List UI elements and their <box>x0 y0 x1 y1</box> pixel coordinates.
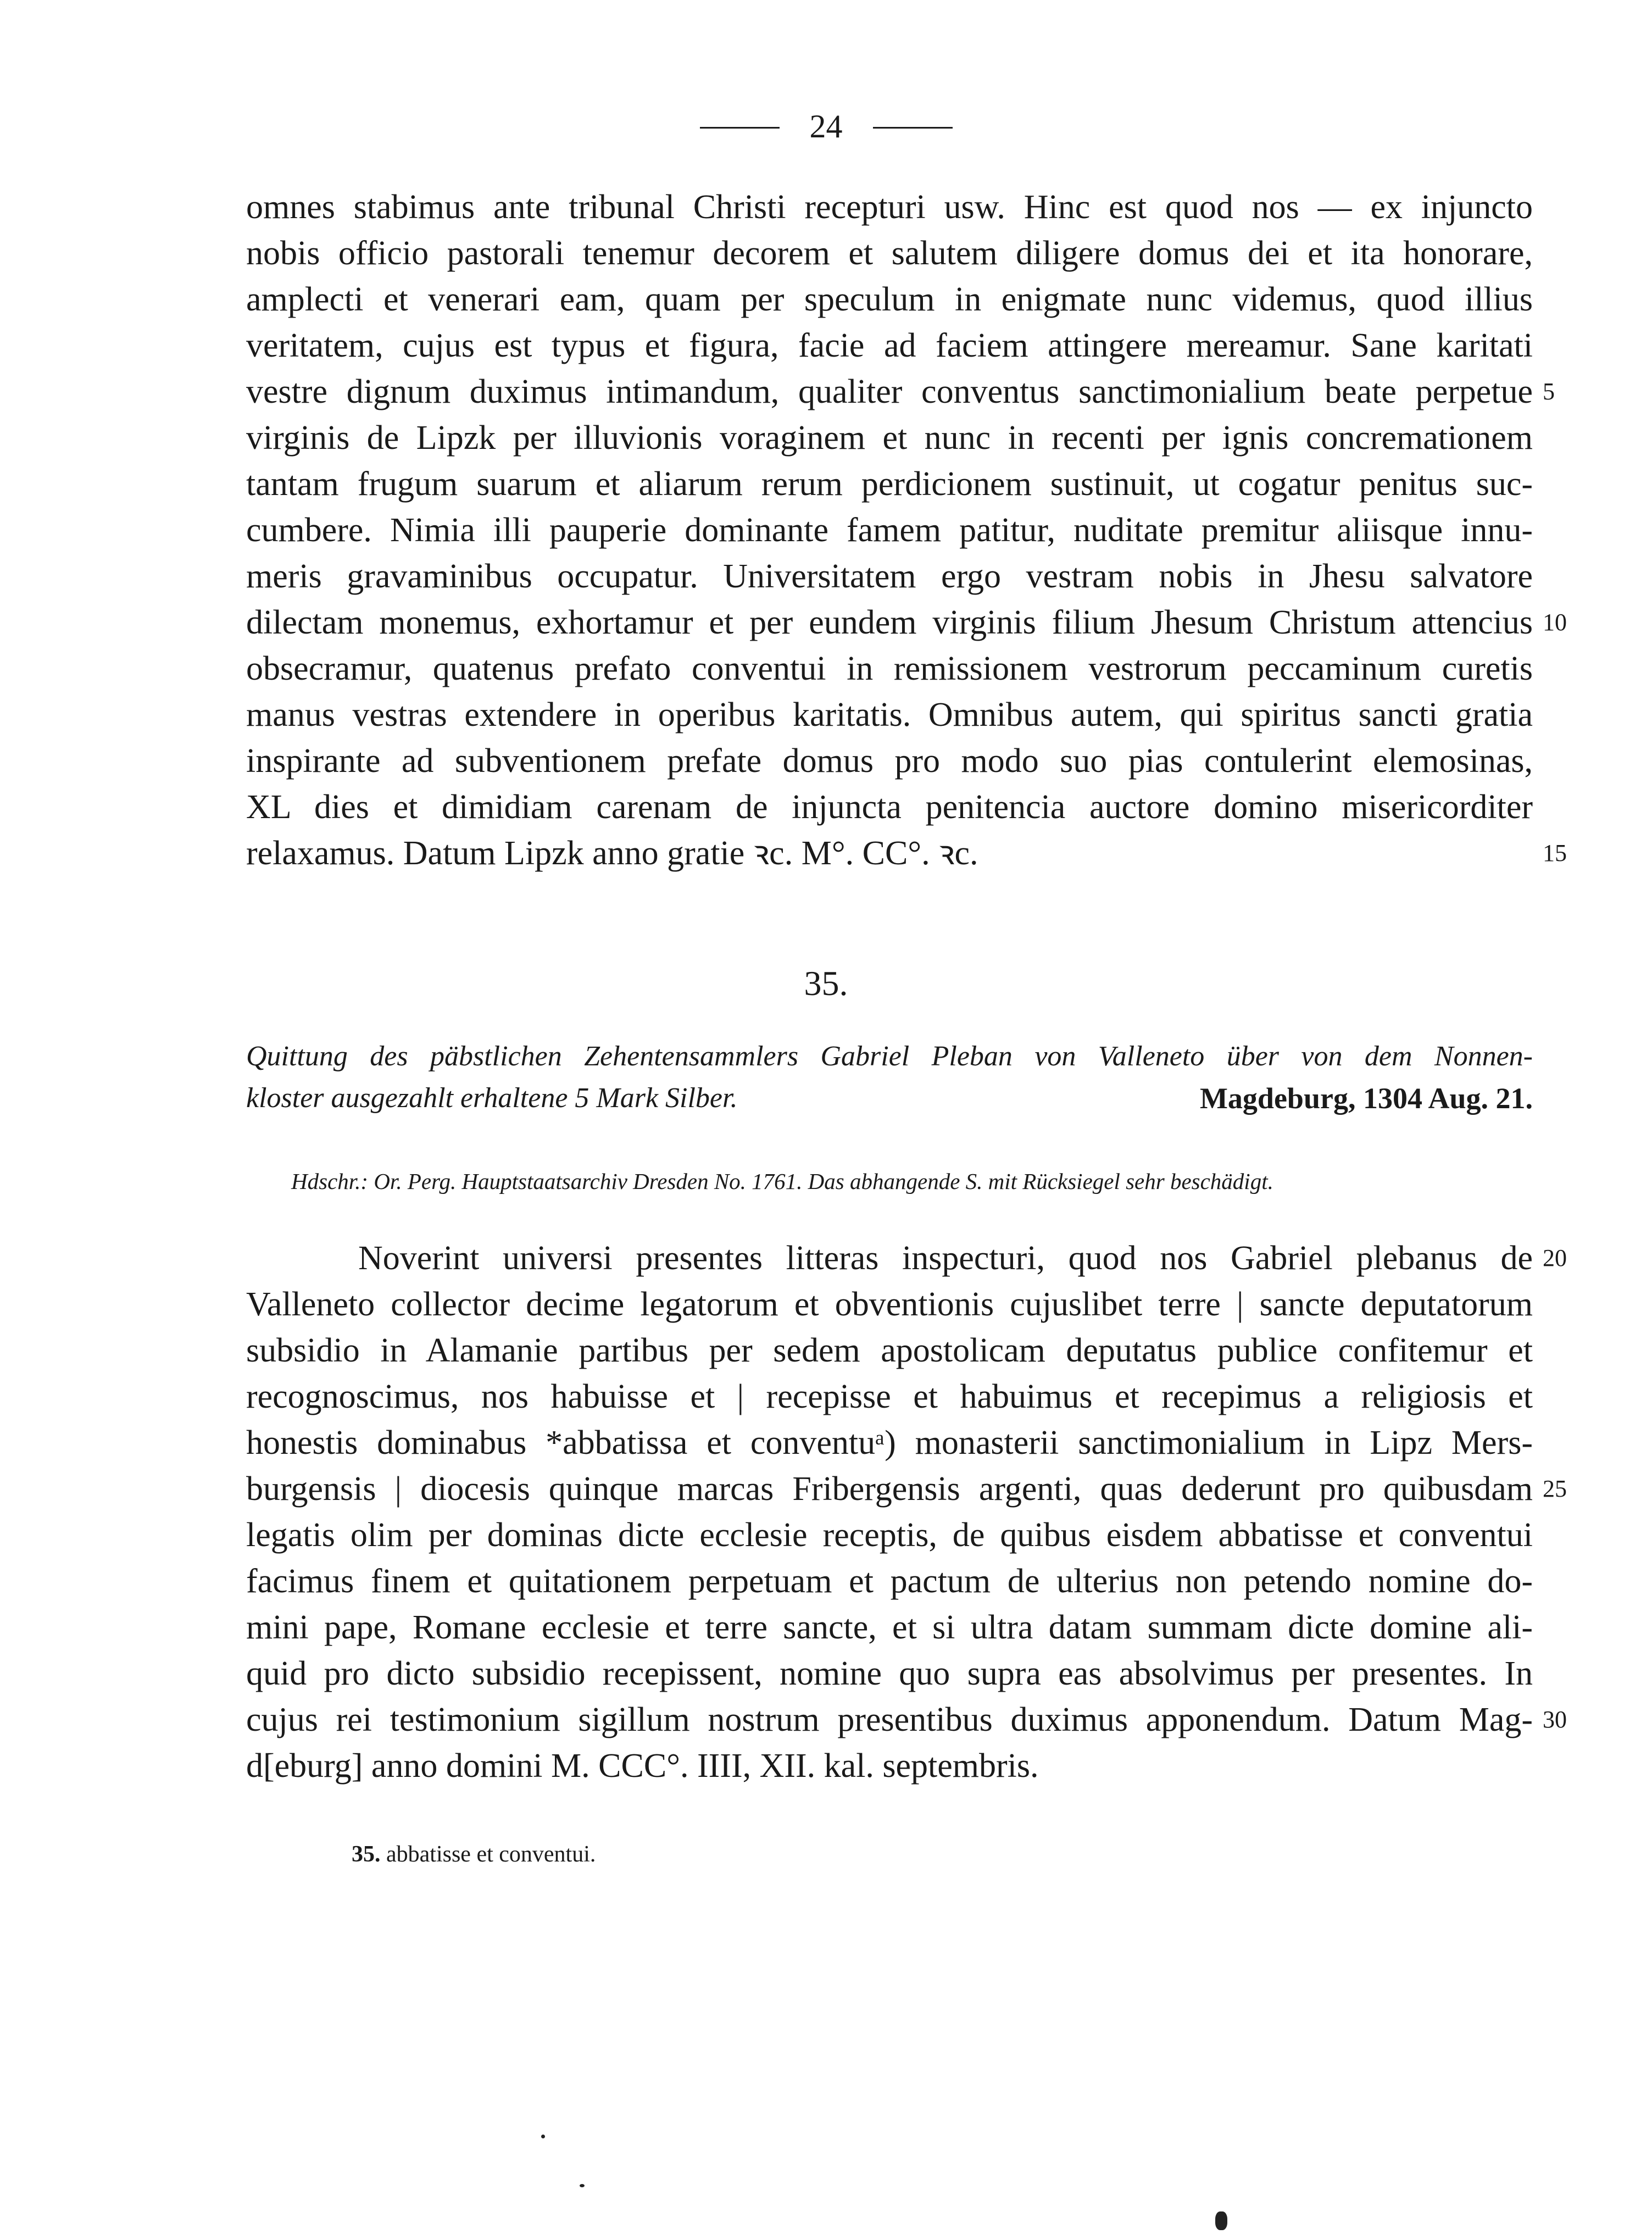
header-rule-right <box>873 127 953 129</box>
line-number: 15 <box>1543 840 1567 866</box>
text-line: meris gravaminibus occupatur. Universitatem ergo vestram nobis in Jhesu salvatore <box>246 558 1533 595</box>
text-line: subsidio in Alamanie partibus per sedem apostolicam deputatus publice confitemur et <box>246 1332 1533 1369</box>
text-line: Noverint universi presentes litteras inspecturi, quod nos Gabriel plebanus de <box>358 1240 1533 1277</box>
text-line: manus vestras extendere in operibus karitatis. Omnibus autem, qui spiritus sancti gratia <box>246 696 1533 733</box>
footnote-number: 35. <box>352 1842 381 1867</box>
text-line: tantam frugum suarum et aliarum rerum perdicionem sustinuit, ut cogatur penitus suc- <box>246 465 1533 503</box>
text-line: honestis dominabus *abbatissa et conventuᵃ) monasterii sanctimonialium in Lipz Mers- <box>246 1424 1533 1461</box>
line-number: 5 <box>1543 378 1555 405</box>
place-and-date: Magdeburg, 1304 Aug. 21. <box>1199 1082 1533 1115</box>
line-number: 30 <box>1543 1706 1567 1733</box>
line-number: 10 <box>1543 609 1567 636</box>
scan-speck <box>580 2184 585 2187</box>
text-line: obsecramur, quatenus prefato conventui in remissionem vestrorum peccaminum curetis <box>246 650 1533 687</box>
text-line: d[eburg] anno domini M. CCC°. IIII, XII. kal. septembris. <box>246 1747 1039 1785</box>
line-number: 20 <box>1543 1244 1567 1271</box>
line-number: 25 <box>1543 1475 1567 1502</box>
text-line: amplecti et venerari eam, quam per speculum in enigmate nunc videmus, quod illius <box>246 281 1533 318</box>
document-summary: Quittung des päbstlichen Zehentensammlers Gabriel Pleban von Valleneto über von dem Nonnen- <box>246 1041 1533 1072</box>
text-line: relaxamus. Datum Lipzk anno gratie ꝛc. M°. CC°. ꝛc. <box>246 835 978 872</box>
text-line: cujus rei testimonium sigillum nostrum presentibus duximus apponendum. Datum Mag- <box>246 1701 1533 1738</box>
header-rule-left <box>700 127 780 129</box>
text-line: burgensis | diocesis quinque marcas Fribergensis argenti, quas dederunt pro quibusdam <box>246 1470 1533 1508</box>
text-line: veritatem, cujus est typus et figura, facie ad faciem attingere mereamur. Sane karitati <box>246 327 1533 364</box>
text-line: inspirante ad subventionem prefate domus pro modo suo pias contulerint elemosinas, <box>246 742 1533 780</box>
text-line: dilectam monemus, exhortamur et per eundem virginis filium Jhesum Christum attencius <box>246 604 1533 641</box>
text-line: omnes stabimus ante tribunal Christi recepturi usw. Hinc est quod nos — ex injuncto <box>246 188 1533 226</box>
text-line: mini pape, Romane ecclesie et terre sancte, et si ultra datam summam dicte domine ali- <box>246 1609 1533 1646</box>
footnote <box>352 1838 596 1871</box>
text-line: XL dies et dimidiam carenam de injuncta penitencia auctore domino misericorditer <box>246 788 1533 826</box>
source-note: Hdschr.: Or. Perg. Hauptstaatsarchiv Dresden No. 1761. Das abhangende S. mit Rücksiegel sehr beschädigt. <box>291 1169 1273 1194</box>
document-summary-continued: kloster ausgezahlt erhaltene 5 Mark Silber. <box>246 1082 738 1114</box>
text-line: cumbere. Nimia illi pauperie dominante famem patitur, nuditate premitur aliisque innu- <box>246 512 1533 549</box>
text-line: legatis olim per dominas dicte ecclesie receptis, de quibus eisdem abbatisse et conventui <box>246 1516 1533 1554</box>
text-line: vestre dignum duximus intimandum, qualiter conventus sanctimonialium beate perpetue <box>246 373 1533 410</box>
page-number-text: 24 <box>809 108 843 145</box>
scan-speck <box>541 2135 545 2138</box>
page-number <box>0 104 1652 148</box>
text-line: Valleneto collector decime legatorum et obventionis cujuslibet terre | sancte deputatorum <box>246 1286 1533 1323</box>
text-line: nobis officio pastorali tenemur decorem et salutem diligere domus dei et ita honorare, <box>246 235 1533 272</box>
text-line: recognoscimus, nos habuisse et | recepisse et habuimus et recepimus a religiosis et <box>246 1378 1533 1415</box>
footnote-text: abbatisse et conventui. <box>386 1842 596 1867</box>
document-number: 35. <box>804 964 848 1003</box>
scan-speck <box>1215 2211 1227 2230</box>
text-line: facimus finem et quitationem perpetuam et pactum de ulterius non petendo nomine do- <box>246 1563 1533 1600</box>
text-line: quid pro dicto subsidio recepissent, nomine quo supra eas absolvimus per presentes. In <box>246 1655 1533 1692</box>
text-line: virginis de Lipzk per illuvionis voraginem et nunc in recenti per ignis concremationem <box>246 419 1533 457</box>
